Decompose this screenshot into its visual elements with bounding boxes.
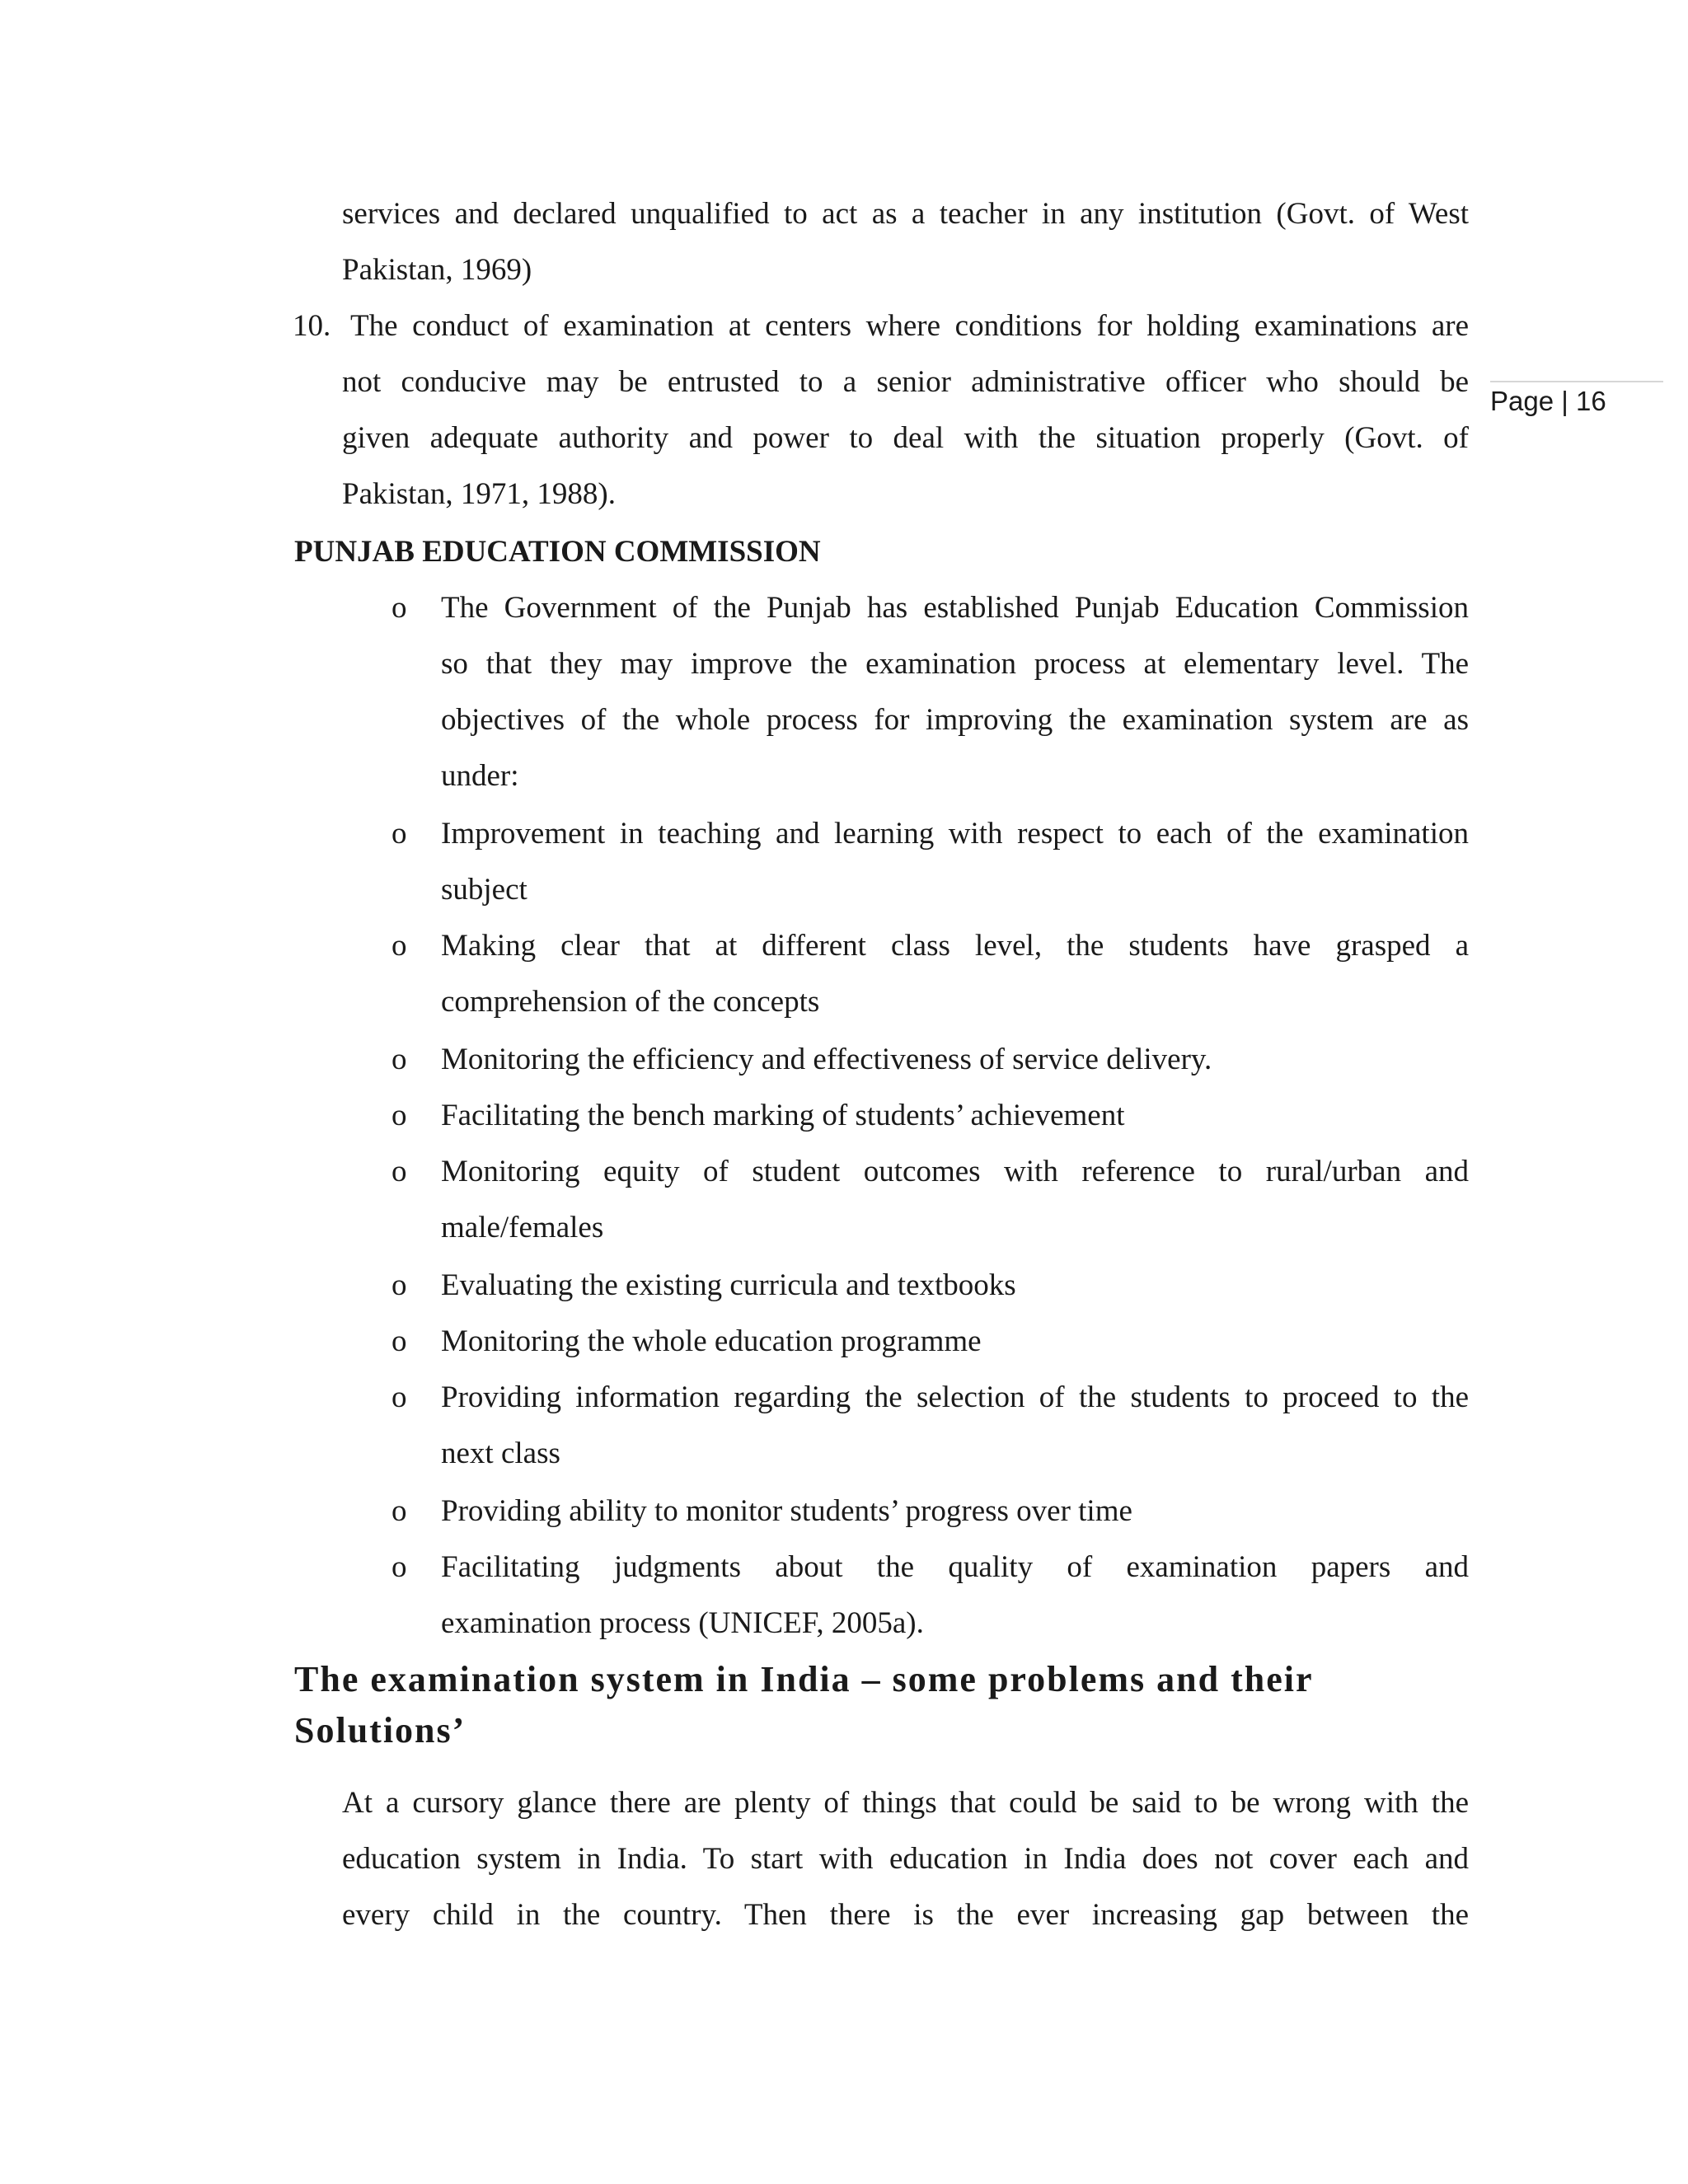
bullet-8-line-1: Monitoring the whole education programme (441, 1324, 982, 1358)
bullet-9-line-2: next class (441, 1436, 560, 1470)
item-10-line-4: Pakistan, 1971, 1988). (342, 477, 616, 511)
page-number: Page | 16 (1490, 386, 1606, 416)
bullet-1-line-4: under: (441, 759, 519, 793)
main-heading-line-2: Solutions’ (294, 1710, 467, 1750)
item-10-number: 10. (293, 309, 331, 343)
item-10-line-1: The conduct of examination at centers where conditions for holding examinations are (350, 309, 1469, 343)
item-10-line-2: not conducive may be entrusted to a senior administrative officer who should be (342, 365, 1469, 399)
bullet-marker: o (392, 1494, 407, 1528)
page-rule (1490, 381, 1663, 382)
para-line-1: At a cursory glance there are plenty of things that could be said to be wrong with the (342, 1786, 1469, 1820)
para-line-2: education system in India. To start with education in India does not cover each and (342, 1842, 1469, 1876)
bullet-4-line-1: Monitoring the efficiency and effectiveness of service delivery. (441, 1043, 1212, 1076)
intro-line-1: services and declared unqualified to act as a teacher in any institution (Govt. of West (342, 197, 1469, 231)
bullet-3-line-1: Making clear that at different class level, the students have grasped a (441, 929, 1469, 963)
bullet-marker: o (392, 1043, 407, 1076)
para-line-3: every child in the country. Then there is the ever increasing gap between the (342, 1898, 1469, 1932)
bullet-marker: o (392, 1550, 407, 1584)
bullet-2-line-1: Improvement in teaching and learning with respect to each of the examination (441, 817, 1469, 851)
bullet-marker: o (392, 1380, 407, 1414)
bullet-marker: o (392, 817, 407, 851)
bullet-5-line-1: Facilitating the bench marking of students’ achievement (441, 1099, 1125, 1132)
bullet-marker: o (392, 591, 407, 625)
bullet-marker: o (392, 1099, 407, 1132)
bullet-11-line-1: Facilitating judgments about the quality of examination papers and (441, 1550, 1469, 1584)
bullet-2-line-2: subject (441, 873, 528, 907)
bullet-marker: o (392, 929, 407, 963)
bullet-6-line-1: Monitoring equity of student outcomes with reference to rural/urban and (441, 1155, 1469, 1188)
bullet-1-line-2: so that they may improve the examination process at elementary level. The (441, 647, 1469, 681)
intro-line-2: Pakistan, 1969) (342, 253, 532, 287)
main-heading-line-1: The examination system in India – some problems and their (294, 1659, 1314, 1699)
bullet-marker: o (392, 1155, 407, 1188)
bullet-marker: o (392, 1268, 407, 1302)
bullet-7-line-1: Evaluating the existing curricula and textbooks (441, 1268, 1016, 1302)
bullet-11-line-2: examination process (UNICEF, 2005a). (441, 1606, 924, 1640)
bullet-6-line-2: male/females (441, 1211, 604, 1244)
section-heading: PUNJAB EDUCATION COMMISSION (294, 535, 821, 569)
bullet-1-line-3: objectives of the whole process for improving the examination system are as (441, 703, 1469, 737)
bullet-3-line-2: comprehension of the concepts (441, 985, 820, 1019)
item-10-line-3: given adequate authority and power to deal with the situation properly (Govt. of (342, 421, 1469, 455)
bullet-9-line-1: Providing information regarding the selection of the students to proceed to the (441, 1380, 1469, 1414)
bullet-marker: o (392, 1324, 407, 1358)
bullet-1-line-1: The Government of the Punjab has established Punjab Education Commission (441, 591, 1469, 625)
bullet-10-line-1: Providing ability to monitor students’ progress over time (441, 1494, 1132, 1528)
